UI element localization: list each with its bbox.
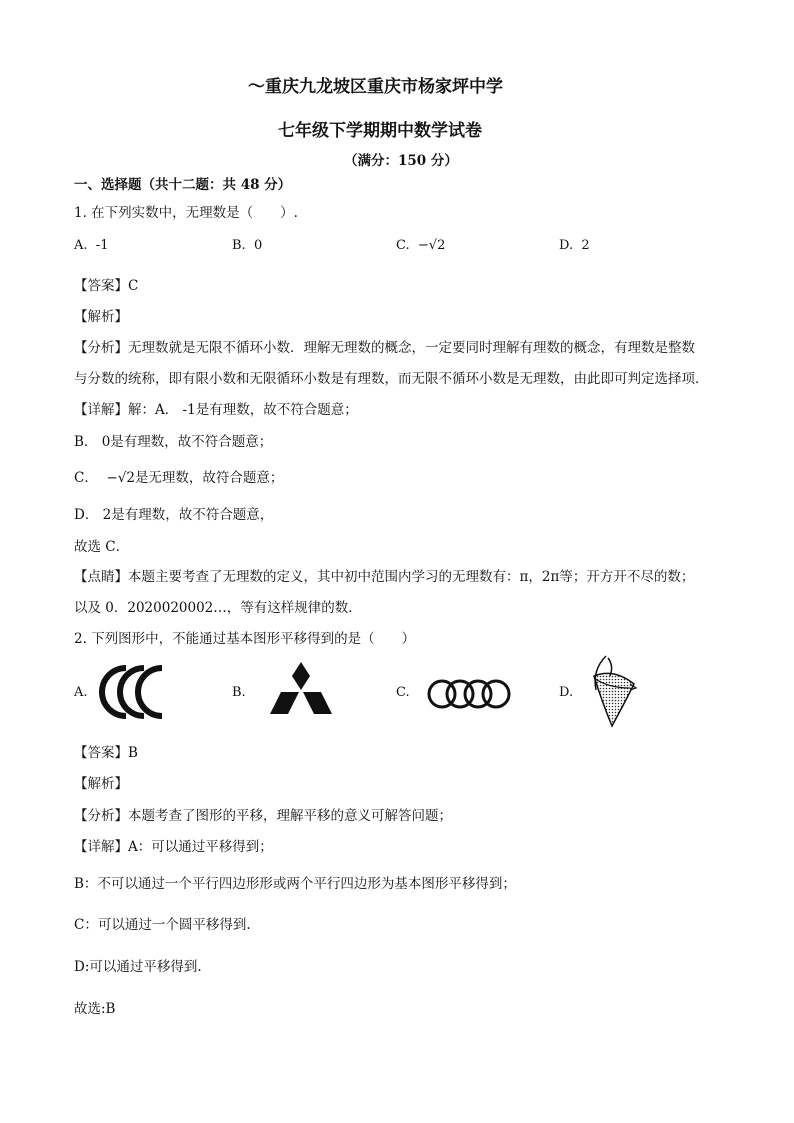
q2-detail-c: C：可以通过一个圆平移得到.: [74, 917, 251, 933]
full-score: （满分：150 分）: [344, 153, 458, 169]
q1-answer: 【答案】C: [74, 278, 139, 294]
curved-net-icon: [584, 654, 640, 730]
q2-stem: 2. 下列图形中，不能通过基本图形平移得到的是（ ）: [74, 631, 416, 647]
q1-detail-d: D． 2是有理数，故不符合题意，: [74, 507, 274, 523]
q1-option-a: [74, 238, 108, 253]
option-value: -1: [95, 238, 109, 253]
q1-analysis-line2: 与分数的统称，即有限小数和无限循环小数是有理数，而无限不循环小数是无理数，由此即可判定选择项．: [74, 371, 709, 387]
option-label: B.: [232, 238, 246, 253]
q2-answer: 【答案】B: [74, 745, 138, 761]
q1-dianjing-line2: 以及 0．2020020002…，等有这样规律的数．: [74, 600, 362, 616]
q1-dianjing-line1: 【点睛】本题主要考查了无理数的定义，其中初中范围内学习的无理数有：π，2π等；开方开不尽的数；: [74, 569, 695, 585]
detail-c-value: −√2: [106, 470, 135, 486]
q2-option-c-label: C.: [396, 685, 410, 700]
q2-option-d-label: D.: [559, 685, 574, 700]
q1-choose: 故选 C．: [74, 539, 130, 555]
q1-analysis-tag: 【解析】: [74, 309, 128, 325]
school-title: ～重庆九龙坡区重庆市杨家坪中学: [248, 77, 503, 97]
q2-detail-b: B：不可以通过一个平行四边形形或两个平行四边形为基本图形平移得到；: [74, 876, 516, 892]
q2-detail-a: 【详解】A：可以通过平移得到；: [74, 839, 273, 855]
q1-analysis-line1: 【分析】无理数就是无限不循环小数．理解无理数的概念，一定要同时理解有理数的概念，有理数是整数: [74, 340, 695, 356]
q1-detail-a: 【详解】解：A． -1是有理数，故不符合题意；: [74, 402, 358, 418]
q1-detail-b: B． 0是有理数，故不符合题意；: [74, 434, 273, 450]
q1-stem: 1. 在下列实数中，无理数是（ ）.: [74, 205, 298, 221]
three-arcs-icon: [98, 662, 168, 722]
four-rings-icon: [424, 676, 516, 712]
option-label: D.: [559, 238, 574, 253]
section-title: 一、选择题（共十二题：共 48 分）: [74, 177, 292, 193]
q1-option-d: [559, 238, 590, 253]
q2-analysis: 【分析】本题考查了图形的平移，理解平移的意义可解答问题；: [74, 808, 452, 824]
detail-c-prefix: C．: [74, 470, 107, 486]
exam-title: 七年级下学期期中数学试卷: [278, 121, 482, 141]
option-label: C.: [396, 238, 410, 253]
q1-option-c: [396, 238, 445, 253]
q1-detail-c: [74, 466, 283, 486]
option-value: 0: [253, 238, 263, 253]
q2-option-a-label: A.: [74, 685, 88, 700]
three-diamonds-icon: [266, 660, 336, 720]
q2-analysis-tag: 【解析】: [74, 776, 128, 792]
q2-choose: 故选:B: [74, 1001, 116, 1017]
option-value: −√2: [417, 238, 446, 253]
q1-option-b: [232, 238, 262, 253]
option-label: A.: [74, 238, 88, 253]
q2-option-b-label: B.: [232, 685, 246, 700]
q2-detail-d: D:可以通过平移得到.: [74, 959, 202, 975]
detail-c-suffix: 是无理数，故符合题意；: [134, 470, 284, 486]
option-value: 2: [581, 238, 590, 253]
